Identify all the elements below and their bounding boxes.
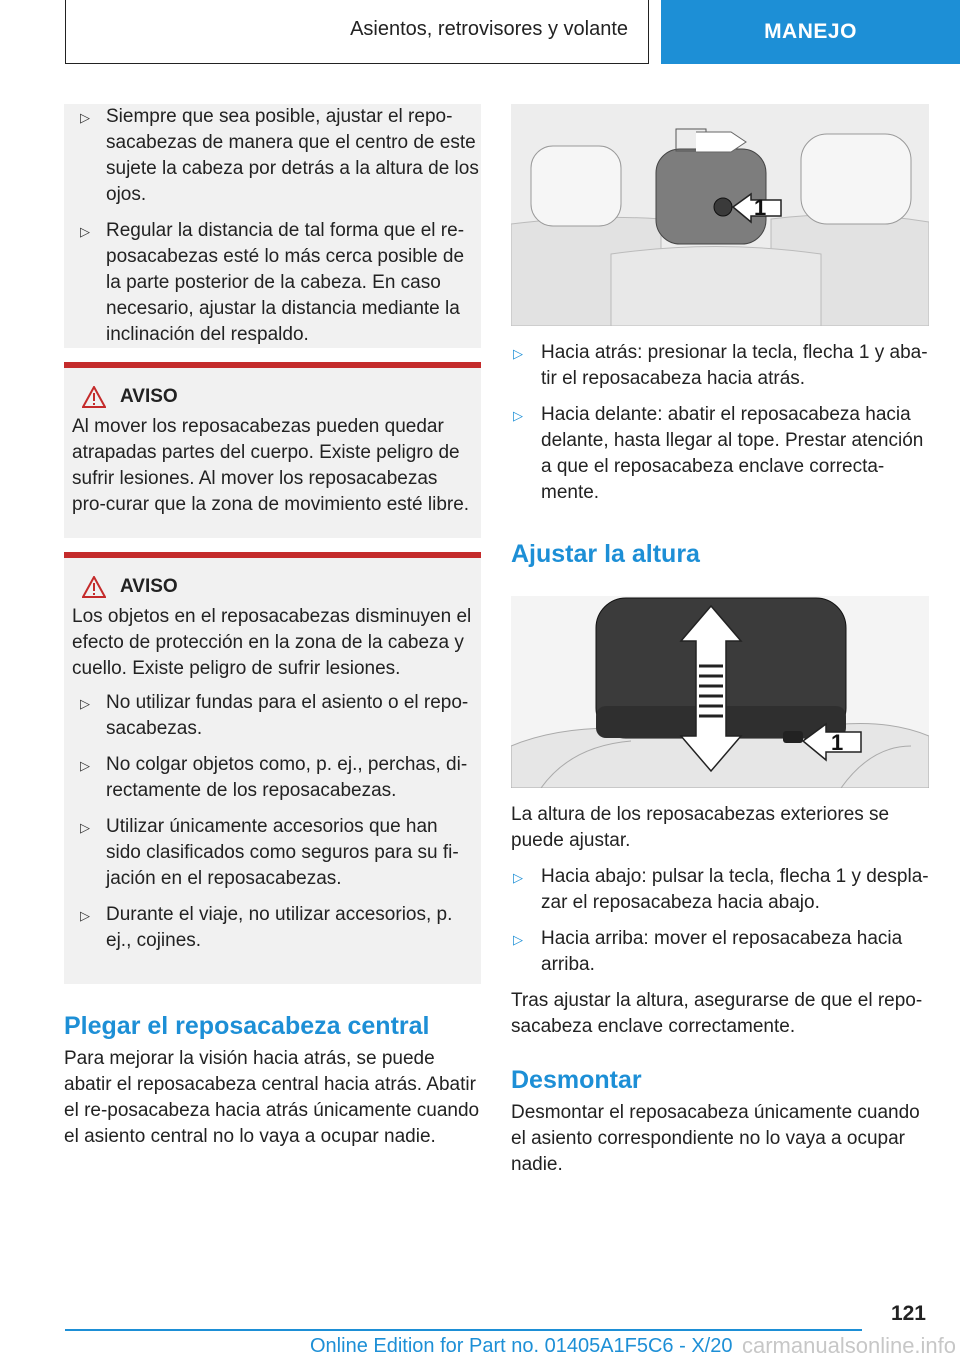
right-column	[511, 104, 929, 1178]
list-item: ▷ Utilizar únicamente accesorios que han sido clasificados como seguros para su fi-jación en el reposacabezas.	[80, 816, 459, 889]
headrest-height-illustration	[511, 596, 929, 788]
triangle-bullet-icon: ▷	[513, 346, 523, 361]
fold-bullets	[511, 340, 929, 506]
list-item: ▷ Durante el viaje, no utilizar accesorios, p. ej., cojines.	[80, 904, 453, 951]
intro-bullets	[64, 104, 481, 348]
triangle-bullet-icon: ▷	[513, 870, 523, 885]
triangle-bullet-icon: ▷	[513, 932, 523, 947]
intro-box	[64, 104, 481, 348]
callout-label: 1	[754, 195, 767, 220]
warning-box-1	[64, 362, 481, 538]
list-item: ▷ No utilizar fundas para el asiento o el repo-sacabezas.	[80, 692, 469, 739]
height-paragraph: La altura de los reposacabezas exteriores se puede ajustar.	[511, 804, 890, 851]
section-heading-height: Ajustar la altura	[511, 540, 700, 568]
list-item: ▷ Siempre que sea posible, ajustar el repo-sacabezas de manera que el centro de este sujete la cabeza por detrás a la altura de los ojos.	[80, 106, 479, 205]
watermark: carmanualsonline.info	[742, 1333, 957, 1358]
triangle-bullet-icon: ▷	[80, 758, 90, 773]
height-after-paragraph: Tras ajustar la altura, asegurarse de que el repo-sacabeza enclave correctamente.	[511, 990, 923, 1037]
list-item: ▷ Hacia atrás: presionar la tecla, flecha 1 y aba-tir el reposacabeza hacia atrás.	[513, 342, 928, 389]
left-column	[64, 104, 481, 1150]
section-heading-remove: Desmontar	[511, 1066, 642, 1094]
remove-paragraph: Desmontar el reposacabeza únicamente cuando el asiento correspondiente no lo vaya a ocupar nadie.	[511, 1102, 920, 1175]
section-heading-fold: Plegar el reposacabeza central	[64, 1012, 430, 1040]
height-bullets	[511, 864, 929, 978]
list-item: ▷ Regular la distancia de tal forma que el re-posacabezas esté lo más cerca posible de la parte posterior de la cabeza. En caso necesario, ajustar la distancia mediante la inclinación del respaldo.	[80, 220, 465, 345]
list-item: ▷ No colgar objetos como, p. ej., perchas, di-rectamente de los reposacabezas.	[80, 754, 468, 801]
warning-title: AVISO	[82, 576, 473, 598]
triangle-bullet-icon: ▷	[80, 696, 90, 711]
list-item: ▷ Hacia delante: abatir el reposacabeza hacia delante, hasta llegar al tope. Prestar atención a que el reposacabeza enclave correcta-mente.	[513, 404, 924, 503]
callout-label: 1	[831, 730, 844, 755]
page-number: 121	[890, 1302, 926, 1325]
edition-text: Online Edition for Part no. 01405A1F5C6 - X/20	[310, 1335, 733, 1357]
list-item: ▷ Hacia abajo: pulsar la tecla, flecha 1 y despla-zar el reposacabeza hacia abajo.	[513, 866, 929, 913]
triangle-bullet-icon: ▷	[80, 820, 90, 835]
warning-title: AVISO	[82, 386, 473, 408]
warning-triangle-icon	[82, 386, 106, 408]
triangle-bullet-icon: ▷	[80, 224, 90, 239]
footer-divider	[65, 1329, 862, 1331]
headrest-height-image	[511, 596, 929, 788]
chapter-tab[interactable]: MANEJO	[661, 0, 960, 64]
headrest-fold-image	[511, 104, 929, 326]
warning-bullets	[72, 690, 473, 954]
section-title: Asientos, retrovisores y volante	[350, 18, 628, 40]
list-item: ▷ Hacia arriba: mover el reposacabeza hacia arriba.	[513, 928, 903, 975]
warning-text: Al mover los reposacabezas pueden quedar atrapadas partes del cuerpo. Existe peligro de sufrir lesiones. Al mover los reposacabezas pro-curar que la zona de movimiento esté libre.	[72, 416, 470, 515]
triangle-bullet-icon: ▷	[80, 110, 90, 125]
warning-triangle-icon	[82, 576, 106, 598]
headrest-fold-illustration	[511, 104, 929, 326]
header-frame	[65, 0, 649, 64]
triangle-bullet-icon: ▷	[80, 908, 90, 923]
fold-paragraph: Para mejorar la visión hacia atrás, se puede abatir el reposacabeza central hacia atrás. Abatir el re-posacabeza hacia atrás únicamente cuando el asiento central no lo vaya a ocupar nadie.	[64, 1048, 480, 1147]
triangle-bullet-icon: ▷	[513, 408, 523, 423]
warning-text: Los objetos en el reposacabezas disminuyen el efecto de protección en la zona de la cabeza y cuello. Existe peligro de sufrir lesiones.	[72, 606, 472, 679]
warning-box-2	[64, 552, 481, 984]
